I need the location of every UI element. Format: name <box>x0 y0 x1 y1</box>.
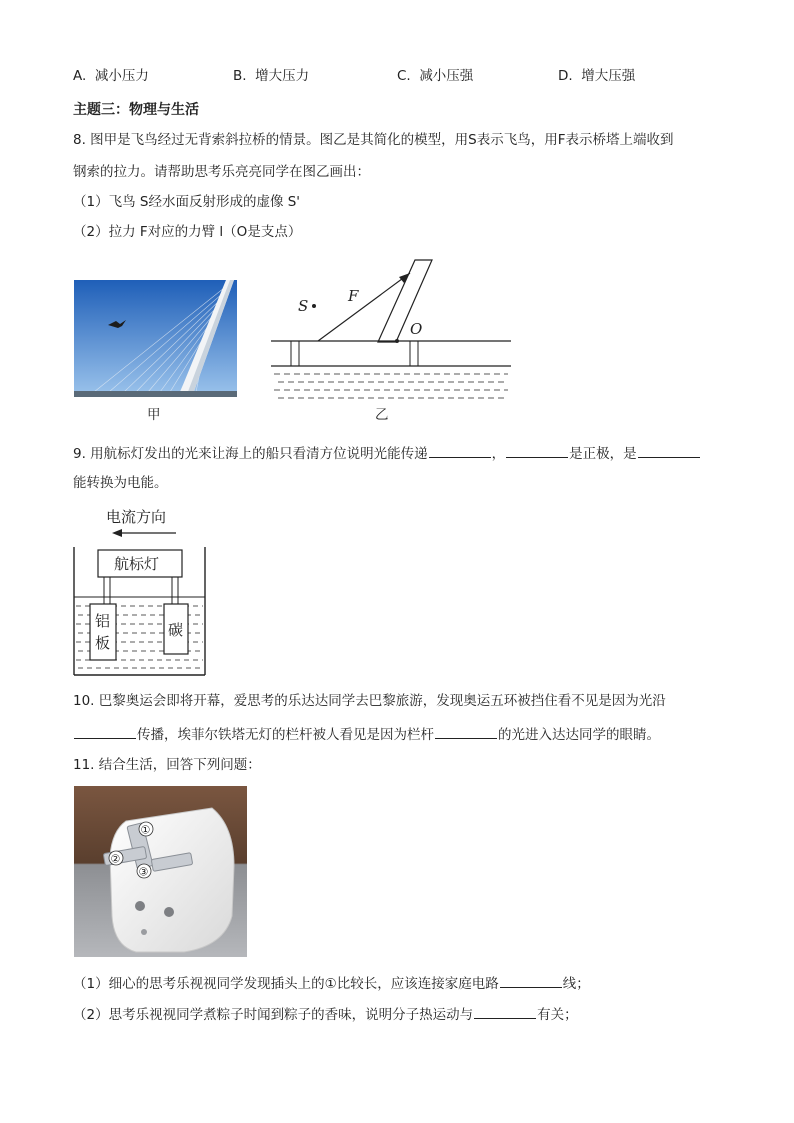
q8-sub2: （2）拉力 F对应的力臂 l（O是支点） <box>73 224 302 240</box>
q9-line1: 9. 用航标灯发出的光来让海上的船只看清方位说明光能传递 ， 是正极，是 <box>73 443 701 463</box>
q8-line1: 8. 图甲是飞鸟经过无背索斜拉桥的情景。图乙是其简化的模型，用S表示飞鸟，用F表示桥塔上端收到 <box>73 132 674 148</box>
force-arrowhead <box>399 273 410 283</box>
q9-blank-1[interactable] <box>429 443 491 458</box>
pin-3-label: ③ <box>138 865 149 879</box>
label-s: S <box>298 297 309 315</box>
q10-blank-1[interactable] <box>74 724 136 739</box>
q11-blank-2[interactable] <box>474 1004 536 1019</box>
q11-blank-1[interactable] <box>500 973 562 988</box>
pin-1-label: ① <box>140 823 151 837</box>
lamp-label: 航标灯 <box>114 555 160 573</box>
point-s <box>312 304 316 308</box>
q11-sub2: （2）思考乐视视同学煮粽子时闻到粽子的香味，说明分子热运动与 有关； <box>73 1004 578 1024</box>
q10-line2: 传播，埃菲尔铁塔无灯的栏杆被人看见是因为栏杆 的光进入达达同学的眼睛。 <box>73 724 660 744</box>
water-dashes <box>274 374 508 398</box>
bridge-model-diagram <box>268 255 514 405</box>
label-o: O <box>410 320 423 338</box>
svg-text:板: 板 <box>95 634 111 652</box>
q8-sub1: （1）飞鸟 S经水面反射形成的虚像 S' <box>73 194 301 210</box>
bridge-photo <box>74 280 237 397</box>
force-line <box>318 273 410 341</box>
q9-blank-2[interactable] <box>506 443 568 458</box>
bridge-photo-drawing <box>74 280 237 397</box>
q11-sub1: （1）细心的思考乐视视同学发现插头上的①比较长，应该连接家庭电路 线； <box>73 973 590 993</box>
q9-blank-3[interactable] <box>638 443 700 458</box>
q10-line1: 10. 巴黎奥运会即将开幕，爱思考的乐达达同学去巴黎旅游，发现奥运五环被挡住看不见是因为光沿 <box>73 693 666 709</box>
section-title: 主题三：物理与生活 <box>73 102 199 118</box>
q11-title: 11. 结合生活，回答下列问题： <box>73 757 261 773</box>
plug-photo <box>74 786 247 957</box>
tower-shape <box>378 260 432 342</box>
option-c: C. 减小压强 <box>397 68 474 84</box>
option-a: A. 减小压力 <box>73 68 149 84</box>
pin-2-label: ② <box>110 852 121 866</box>
current-direction-label: 电流方向 <box>106 508 167 526</box>
navigation-lamp-diagram <box>72 500 212 680</box>
option-d: D. 增大压强 <box>558 68 636 84</box>
label-f: F <box>348 287 359 305</box>
svg-text:铝: 铝 <box>95 612 111 630</box>
q9-line2: 能转换为电能。 <box>73 475 168 491</box>
q10-blank-2[interactable] <box>435 724 497 739</box>
caption-yi: 乙 <box>375 407 389 423</box>
svg-text:碳: 碳 <box>168 621 184 639</box>
option-b: B. 增大压力 <box>233 68 310 84</box>
plug-photo-drawing <box>74 786 247 957</box>
q8-line2: 钢索的拉力。请帮助思考乐亮亮同学在图乙画出： <box>73 164 370 180</box>
caption-jia: 甲 <box>147 407 161 423</box>
